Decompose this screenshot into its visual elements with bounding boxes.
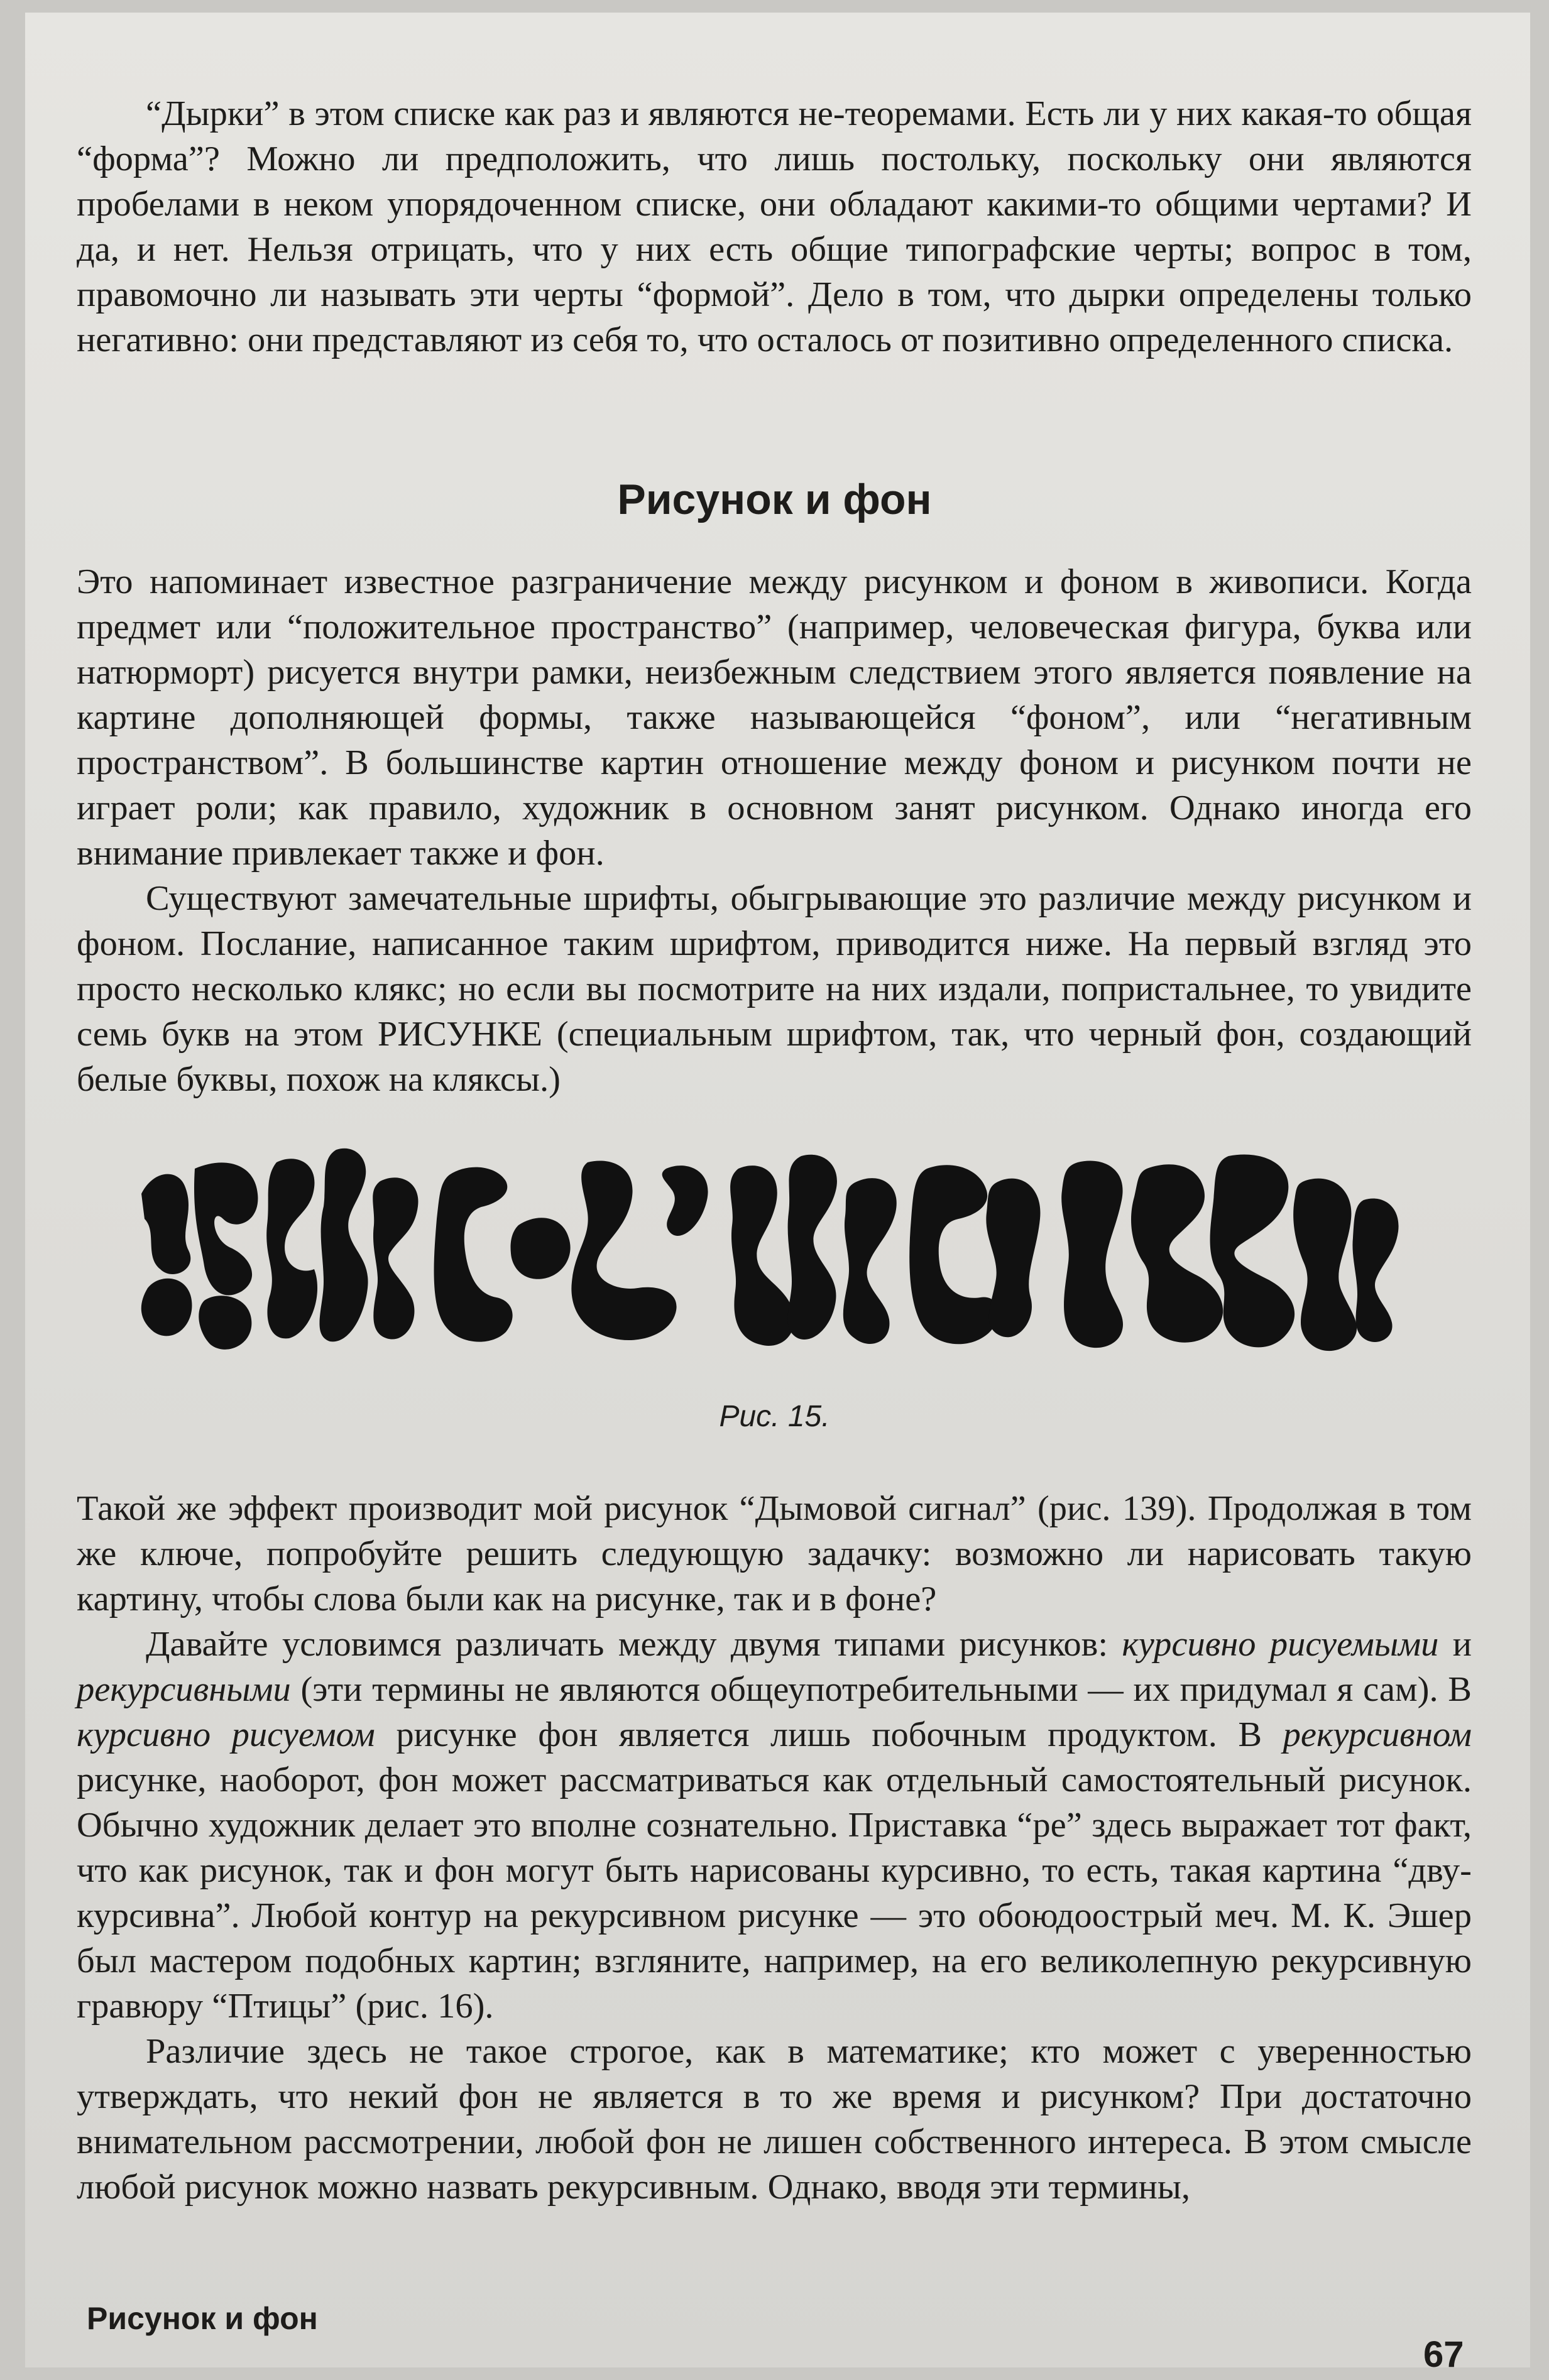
ink-blob — [141, 1174, 190, 1274]
italic-term: рекурсивном — [1283, 1715, 1472, 1754]
ink-blob — [141, 1279, 192, 1336]
running-footer-title: Рисунок и фон — [87, 2301, 318, 2336]
ink-blob — [1293, 1179, 1357, 1351]
ink-blob — [1352, 1198, 1398, 1342]
italic-term: курсивно рисуемыми — [1122, 1625, 1439, 1664]
paragraph: “Дырки” в этом списке как раз и являются не-теоремами. Есть ли у них какая-то общая “форма”? Можно ли предположить, что лишь постольку, поскольку они являются пробелами в неком упорядоченном списке, они обладают какими-то общими чертами? И да, и нет. Нельзя отрицать, что у них есть общие типографские черты; вопрос в том, правомочно ли называть эти черты “формой”. Дело в том, что дырки определены только негативно: они представляют из себя то, что осталось от позитивно определенного списка. — [77, 94, 1472, 359]
ink-blob — [194, 1162, 258, 1295]
ink-blob — [1131, 1164, 1223, 1343]
text-run: и — [1438, 1625, 1472, 1664]
ink-blob — [1210, 1154, 1295, 1347]
ink-blob — [199, 1296, 251, 1350]
ink-blob — [571, 1161, 676, 1341]
text-run: Давайте условимся различать между двумя типами рисунков: — [146, 1625, 1122, 1664]
figure-ground-letters-image — [135, 1144, 1417, 1370]
text-run: рисунке фон является лишь побочным продуктом. В — [375, 1715, 1283, 1754]
italic-term: рекурсивными — [77, 1670, 291, 1709]
ink-blob — [511, 1218, 571, 1279]
paragraph: Существуют замечательные шрифты, обыгрывающие это различие между рисунком и фоном. Послание, написанное таким шрифтом, приводится ниже. На первый взгляд это просто несколько клякс; но если вы посмотрите на них издали, попристальнее, то увидите семь букв на этом РИСУНКЕ (специальным шрифтом, так, что черный фон, создающий белые буквы, похож на кляксы.) — [77, 879, 1472, 1099]
paragraph: Это напоминает известное разграничение между рисунком и фоном в живописи. Когда предмет или “положительное пространство” (например, человеческая фигура, буква или натюрморт) рисуется внутри рамки, неизбежным следствием этого является появление на картине дополняющей формы, также называющейся “фоном”, или “негативным пространством”. В большинстве картин отношение между фоном и рисунком почти не играет роли; как правило, художник в основном занят рисунком. Однако иногда его внимание привлекает также и фон. — [77, 562, 1472, 873]
page-number: 67 — [1423, 2334, 1464, 2375]
ink-blob — [662, 1165, 708, 1236]
text-block-recursive — [77, 1486, 1472, 2210]
paragraph — [77, 1622, 1472, 2029]
ink-blob — [986, 1179, 1040, 1338]
ink-blob — [319, 1149, 368, 1342]
paragraph: Различие здесь не такое строгое, как в математике; кто может с уверенностью утверждать, что некий фон не является в то же время и рисунком? При достаточно внимательном рассмотрении, любой фон не лишен собственного интереса. В этом смысле любой рисунок можно назвать рекурсивным. Однако, вводя эти термины, — [77, 2032, 1472, 2207]
ink-blob — [909, 1165, 999, 1344]
ink-blob — [1061, 1161, 1123, 1348]
italic-term: курсивно рисуемом — [77, 1715, 375, 1754]
section-heading: Рисунок и фон — [617, 476, 932, 523]
text-block-intro — [77, 91, 1472, 363]
text-run: рисунке, наоборот, фон может рассматриваться как отдельный самостоятельный рисунок. Обычно художник делает это вполне сознательно. Приставка “ре” здесь выражает тот факт, что как рисунок, так и фон могут быть нарисованы курсивно, то есть, такая картина “дву-курсивна”. Любой контур на рекурсивном рисунке — это обоюдоострый меч. М. К. Эшер был мастером подобных картин; взгляните, например, на его великолепную рекурсивную гравюру “Птицы” (рис. 16). — [77, 1760, 1472, 2026]
ink-blob — [373, 1177, 418, 1339]
text-block-figure-ground — [77, 559, 1472, 1102]
ink-blob — [266, 1159, 317, 1338]
paragraph: Такой же эффект производит мой рисунок “Дымовой сигнал” (рис. 139). Продолжая в том же ключе, попробуйте решить следующую задачку: возможно ли нарисовать такую картину, чтобы слова были как на рисунке, так и в фоне? — [77, 1489, 1472, 1619]
ink-blob — [843, 1178, 897, 1344]
ink-blob — [787, 1155, 836, 1340]
figure-caption: Рис. 15. — [719, 1400, 830, 1433]
text-run: (эти термины не являются общеупотребительными — их придумал я сам). В — [290, 1670, 1472, 1709]
ink-blob — [434, 1167, 513, 1342]
ink-blob — [730, 1165, 794, 1346]
